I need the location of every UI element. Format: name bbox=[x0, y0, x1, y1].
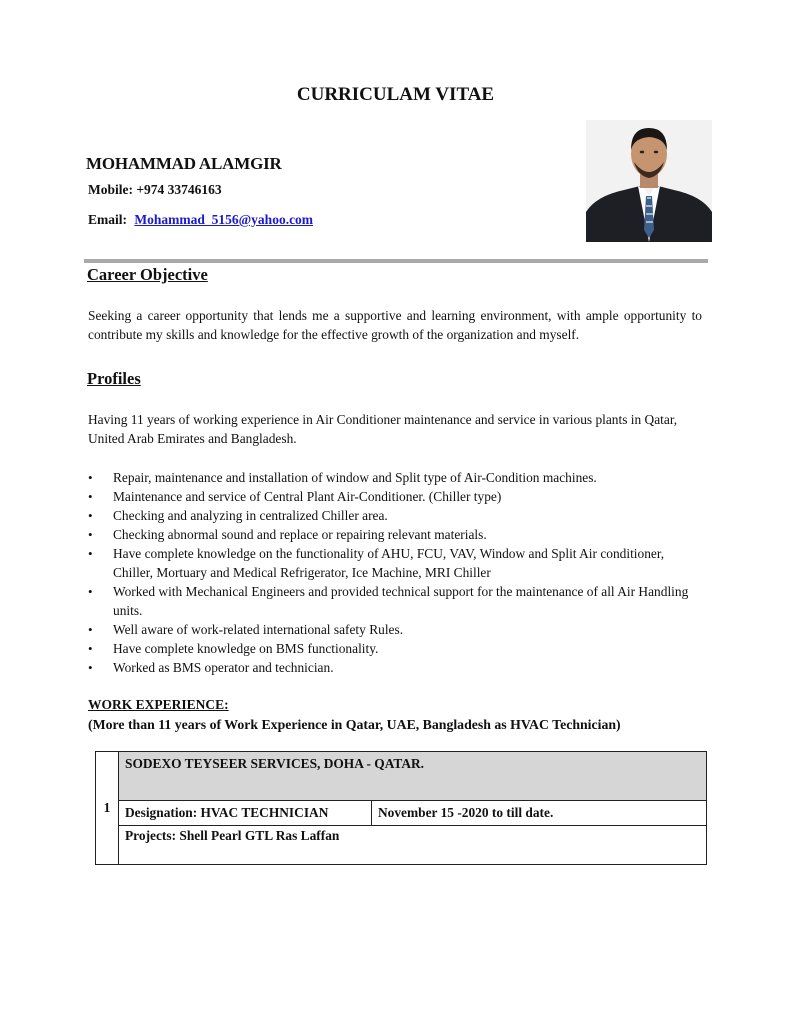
job-table bbox=[95, 751, 707, 865]
job-designation: Designation: HVAC TECHNICIAN bbox=[119, 801, 372, 826]
page-title: CURRICULAM VITAE bbox=[296, 84, 495, 105]
email-label: Email: bbox=[88, 212, 127, 227]
candidate-name: MOHAMMAD ALAMGIR bbox=[86, 154, 282, 173]
email-line bbox=[88, 212, 313, 228]
profile-photo bbox=[586, 120, 712, 242]
table-row bbox=[96, 801, 707, 826]
email-link[interactable]: Mohammad_5156@yahoo.com bbox=[134, 212, 314, 227]
list-item: • Checking abnormal sound and replace or repairing relevant materials. bbox=[88, 525, 698, 544]
list-item: • Have complete knowledge on the functionality of AHU, FCU, VAV, Window and Split Air conditioner, Chiller, Mortuary and Medical Refrigerator, Ice Machine, MRI Chiller bbox=[88, 544, 698, 582]
list-item: • Well aware of work-related international safety Rules. bbox=[88, 620, 698, 639]
job-number: 1 bbox=[96, 752, 119, 865]
list-item: • Worked as BMS operator and technician. bbox=[88, 658, 698, 677]
list-item: • Have complete knowledge on BMS functionality. bbox=[88, 639, 698, 658]
section-divider bbox=[84, 259, 708, 263]
work-experience-heading: WORK EXPERIENCE: bbox=[88, 697, 229, 712]
list-item: • Worked with Mechanical Engineers and provided technical support for the maintenance of all Air Handling units. bbox=[88, 582, 698, 620]
company-name: SODEXO TEYSEER SERVICES, DOHA - QATAR. bbox=[119, 752, 707, 801]
list-item: • Checking and analyzing in centralized Chiller area. bbox=[88, 506, 698, 525]
table-row bbox=[96, 752, 707, 801]
job-dates: November 15 -2020 to till date. bbox=[372, 801, 707, 826]
list-item: • Repair, maintenance and installation of window and Split type of Air-Condition machines. bbox=[88, 468, 698, 487]
profile-bullet-list bbox=[88, 468, 698, 677]
table-row bbox=[96, 826, 707, 865]
work-experience-subtitle: (More than 11 years of Work Experience in Qatar, UAE, Bangladesh as HVAC Technician) bbox=[88, 717, 621, 732]
profiles-heading: Profiles bbox=[87, 369, 141, 388]
mobile-number: Mobile: +974 33746163 bbox=[88, 182, 222, 197]
job-projects: Projects: Shell Pearl GTL Ras Laffan bbox=[119, 826, 707, 865]
list-item: • Maintenance and service of Central Plant Air-Conditioner. (Chiller type) bbox=[88, 487, 698, 506]
career-objective-heading: Career Objective bbox=[87, 265, 208, 284]
profiles-intro: Having 11 years of working experience in Air Conditioner maintenance and service in various plants in Qatar, United Arab Emirates and Bangladesh. bbox=[88, 412, 678, 446]
career-objective-text: Seeking a career opportunity that lends me a supportive and learning environment, with ample opportunity to contribute my skills and knowledge for the effective growth of the organization and myself. bbox=[88, 308, 702, 342]
